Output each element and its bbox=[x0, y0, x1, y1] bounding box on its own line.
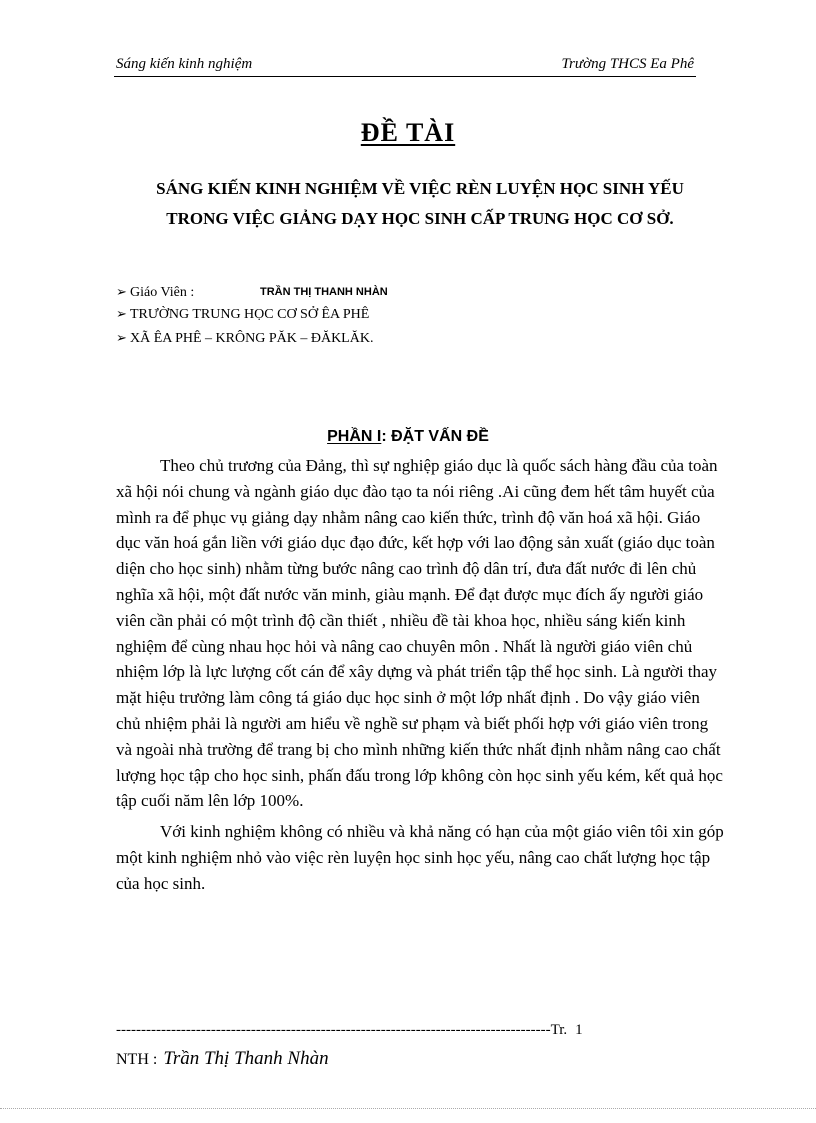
page-header bbox=[114, 56, 696, 77]
arrow-bullet-icon: ➢ bbox=[116, 284, 127, 299]
section-heading-number: PHẦN I bbox=[327, 428, 382, 445]
teacher-label: Giáo Viên : bbox=[130, 285, 195, 300]
arrow-bullet-icon: ➢ bbox=[116, 306, 127, 321]
teacher-info-line bbox=[116, 284, 388, 301]
school-address: XÃ ÊA PHÊ – KRÔNG PĂK – ĐĂKLĂK. bbox=[130, 331, 374, 346]
subtitle-line-1: SÁNG KIẾN KINH NGHIỆM VỀ VIỆC RÈN LUYỆN HỌC SINH YẾU bbox=[156, 179, 684, 198]
school-info-line bbox=[116, 306, 369, 323]
address-info-line bbox=[116, 330, 373, 347]
subtitle-line-2: TRONG VIỆC GIẢNG DẠY HỌC SINH CẤP TRUNG HỌC CƠ SỞ. bbox=[166, 209, 674, 228]
page-number: 1 bbox=[575, 1022, 583, 1038]
paragraph: Với kinh nghiệm không có nhiều và khả năng có hạn của một giáo viên tôi xin góp một kinh nghiệm nhỏ vào việc rèn luyện học sinh học yếu, nâng cao chất lượng học tập của học sinh. bbox=[116, 822, 724, 893]
document-title bbox=[0, 118, 816, 148]
section-heading bbox=[0, 428, 816, 446]
footer-rule-text: ---------------------------------------------------------------------------------------Tr. bbox=[116, 1022, 568, 1038]
document-title-text: ĐỀ TÀI bbox=[360, 118, 456, 147]
arrow-bullet-icon: ➢ bbox=[116, 330, 127, 345]
teacher-name: TRẦN THỊ THANH NHÀN bbox=[260, 286, 388, 298]
school-name: TRƯỜNG TRUNG HỌC CƠ SỞ ÊA PHÊ bbox=[130, 307, 370, 322]
author-line bbox=[116, 1048, 329, 1070]
header-left-text: Sáng kiến kinh nghiệm bbox=[116, 56, 253, 72]
paragraph: Theo chủ trương của Đảng, thì sự nghiệp giáo dục là quốc sách hàng đầu của toàn xã hội nói chung và ngành giáo dục đào tạo ta nói riêng .Ai cũng đem hết tâm huyết của mình ra để phục vụ giảng dạy nhằm nâng cao kiến thức, trình độ văn hoá xã hội. Giáo dục văn hoá gắn liền với giáo dục đạo đức, kết hợp với lao động sản xuất (giáo dục toàn diện cho học sinh) nhằm từng bước nâng cao trình độ dân trí, đưa đất nước đi lên chủ nghĩa xã hội, một đất nước văn minh, giàu mạnh. Để đạt được mục đích ấy người giáo viên cần phải có một trình độ cần thiết , nhiều đề tài khoa học, nhiều sáng kiến kinh nghiệm để cùng nhau học hỏi và nâng cao chuyên môn . Nhất là người giáo viên chủ nhiệm lớp là lực lượng cốt cán để xây dựng và phát triển tập thể học sinh. Là người thay mặt hiệu trưởng làm công tá giáo dục học sinh ở một lớp nhất định . Do vậy giáo viên chủ nhiệm phải là người am hiểu về nghề sư phạm và biết phối hợp với giáo viên trong và ngoài nhà trường để trang bị cho mình những kiến thức nhất định nhằm nâng cao chất lượng học tập cho học sinh, phấn đấu trong lớp không còn học sinh yếu kém, kết quả học tập cuối năm lên lớp 100%. bbox=[116, 456, 723, 811]
body-text bbox=[116, 453, 726, 897]
author-signature: Trần Thị Thanh Nhàn bbox=[163, 1048, 329, 1069]
document-subtitle bbox=[100, 174, 740, 234]
header-right-text: Trường THCS Ea Phê bbox=[561, 56, 694, 72]
section-heading-text: : ĐẶT VẤN ĐỀ bbox=[381, 428, 489, 445]
author-label: NTH : bbox=[116, 1051, 158, 1068]
page-footer-rule bbox=[116, 1022, 583, 1039]
page-bottom-border bbox=[0, 1108, 816, 1110]
